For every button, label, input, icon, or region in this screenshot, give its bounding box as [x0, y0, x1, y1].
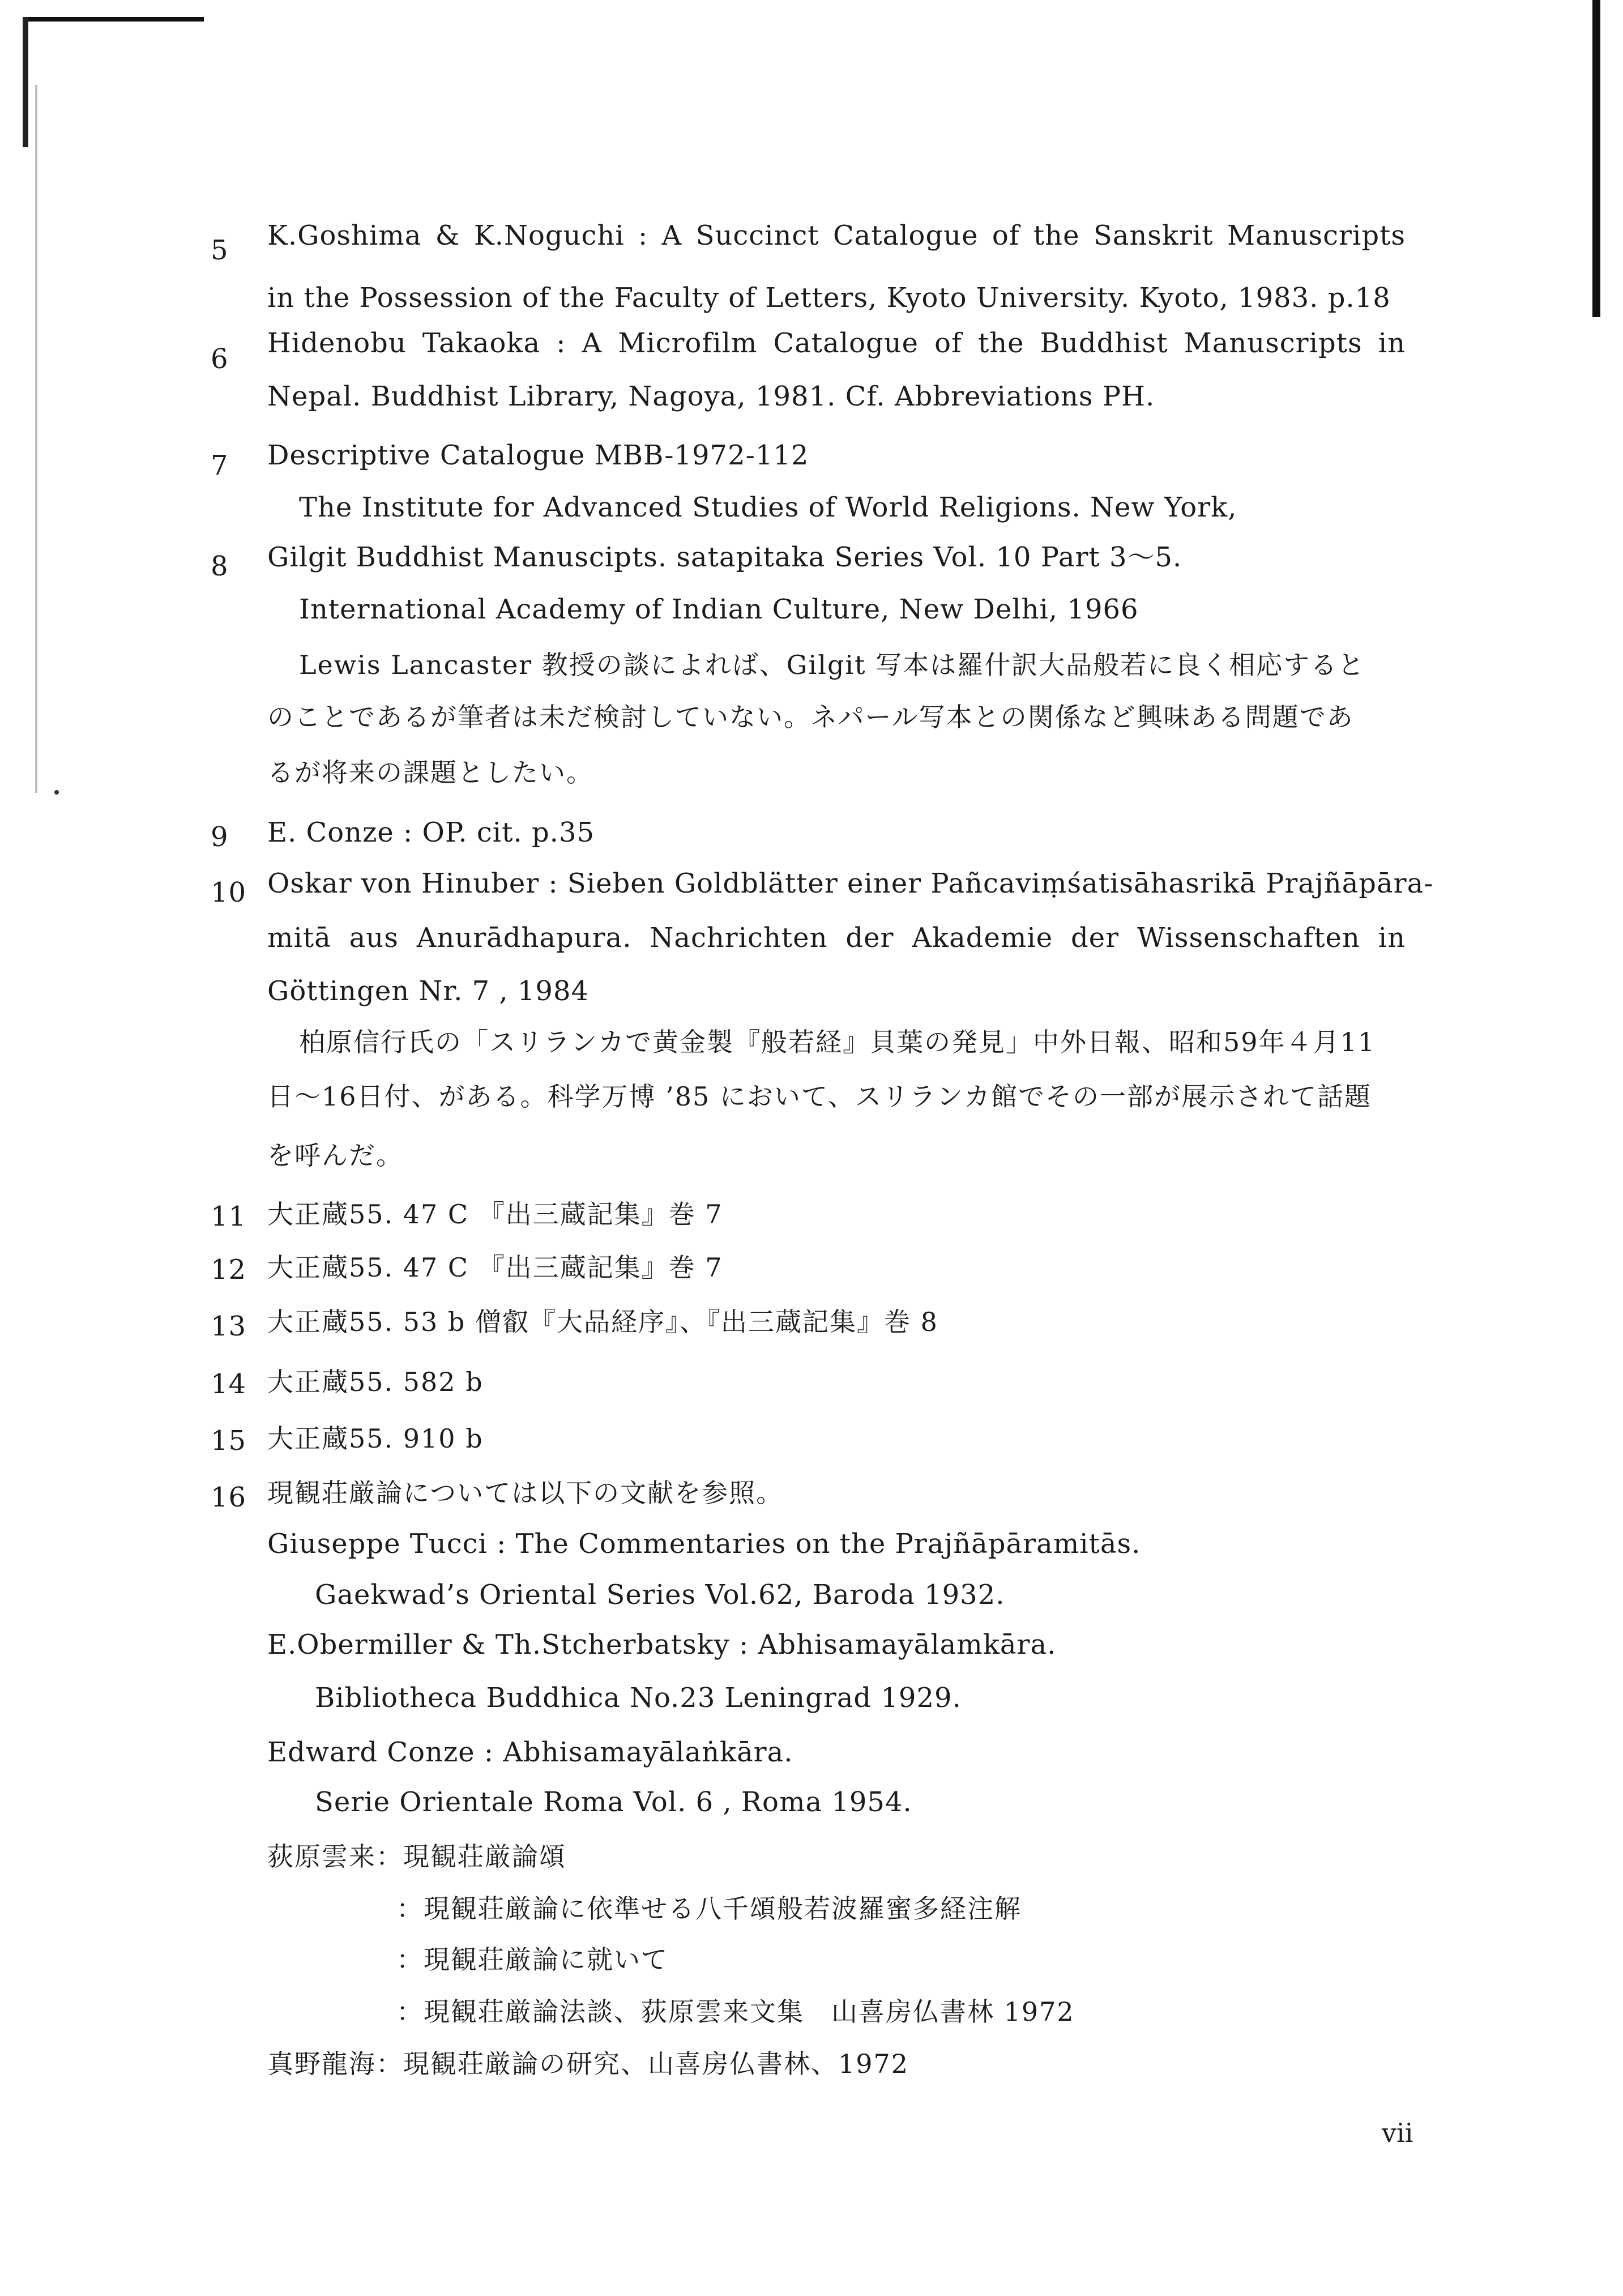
note-16-line-9: ：現観荘厳論に依準せる八千頌般若波羅蜜多経注解	[396, 1893, 1022, 1924]
note-16-line-8: 荻原雲来：現観荘厳論頌	[267, 1841, 566, 1872]
note-number: 11	[211, 1201, 247, 1232]
note-16-line-12: 真野龍海：現観荘厳論の研究、山喜房仏書林、1972	[267, 2049, 909, 2079]
note-number: 6	[211, 343, 229, 375]
note-13-line-1: 大正蔵55. 53 b 僧叡『大品経序』、『出三蔵記集』巻 8	[267, 1307, 938, 1337]
note-16-line-7: Serie Orientale Roma Vol. 6 , Roma 1954.	[315, 1786, 912, 1818]
note-10-line-2: mitā aus Anurādhapura. Nachrichten der Akademie der Wissenschaften in	[267, 922, 1406, 954]
note-16-line-3: Gaekwad’s Oriental Series Vol.62, Baroda 1932.	[315, 1579, 1005, 1611]
note-16-line-6: Edward Conze : Abhisamayālaṅkāra.	[267, 1736, 793, 1768]
note-number: 12	[211, 1254, 247, 1286]
note-number: 9	[211, 821, 229, 853]
note-10-line-4: 柏原信行氏の「スリランカで黄金製『般若経』貝葉の発見」中外日報、昭和59年４月11	[299, 1027, 1376, 1057]
note-8-line-5: るが将来の課題としたい。	[267, 757, 593, 788]
note-8-line-4: のことであるが筆者は未だ検討していない。ネパール写本との関係など興味ある問題であ	[267, 702, 1354, 732]
note-16-line-2: Giuseppe Tucci : The Commentaries on the Prajñāpāramitās.	[267, 1528, 1141, 1560]
note-number: 16	[211, 1482, 247, 1513]
note-number: 13	[211, 1311, 247, 1342]
note-5-line-2: in the Possession of the Faculty of Letters, Kyoto University. Kyoto, 1983. p.18	[267, 282, 1391, 314]
note-7-line-2: The Institute for Advanced Studies of World Religions. New York,	[299, 492, 1237, 523]
note-number: 7	[211, 450, 229, 481]
note-15-line-1: 大正蔵55. 910 b	[267, 1423, 484, 1454]
note-16-line-5: Bibliotheca Buddhica No.23 Leningrad 1929.	[315, 1682, 962, 1714]
note-number: 8	[211, 550, 229, 582]
note-8-line-3: Lewis Lancaster 教授の談によれば、Gilgit 写本は羅什訳大品般若に良く相応すると	[299, 650, 1365, 680]
note-16-line-11: ：現観荘厳論法談、荻原雲来文集 山喜房仏書林 1972	[396, 1996, 1075, 2027]
note-6-line-2: Nepal. Buddhist Library, Nagoya, 1981. Cf. Abbreviations PH.	[267, 381, 1155, 412]
note-number: 14	[211, 1368, 247, 1400]
note-number: 10	[211, 877, 247, 908]
note-10-line-1: Oskar von Hinuber : Sieben Goldblätter einer Pañcaviṃśatisāhasrikā Prajñāpāra-	[267, 868, 1434, 899]
note-6-line-1: Hidenobu Takaoka : A Microfilm Catalogue of the Buddhist Manuscripts in	[267, 327, 1406, 359]
note-16-line-1: 現観荘厳論については以下の文献を参照。	[267, 1478, 784, 1508]
note-11-line-1: 大正蔵55. 47 C 『出三蔵記集』巻 7	[267, 1199, 723, 1230]
note-number: 15	[211, 1425, 247, 1457]
note-8-line-2: International Academy of Indian Culture, New Delhi, 1966	[299, 594, 1139, 625]
note-14-line-1: 大正蔵55. 582 b	[267, 1367, 484, 1397]
note-9-line-1: E. Conze : OP. cit. p.35	[267, 817, 595, 848]
note-10-line-3: Göttingen Nr. 7 , 1984	[267, 975, 590, 1007]
note-16-line-10: ：現観荘厳論に就いて	[396, 1944, 668, 1975]
note-number: 5	[211, 234, 229, 266]
note-12-line-1: 大正蔵55. 47 C 『出三蔵記集』巻 7	[267, 1252, 723, 1283]
note-16-line-4: E.Obermiller & Th.Stcherbatsky : Abhisamayālamkāra.	[267, 1629, 1057, 1661]
note-7-line-1: Descriptive Catalogue MBB-1972-112	[267, 439, 809, 471]
note-8-line-1: Gilgit Buddhist Manuscipts. satapitaka Series Vol. 10 Part 3～5.	[267, 541, 1182, 573]
note-5-line-1: K.Goshima & K.Noguchi : A Succinct Catalogue of the Sanskrit Manuscripts	[267, 220, 1406, 251]
page-number: vii	[1382, 2118, 1413, 2148]
note-10-line-6: を呼んだ。	[267, 1140, 403, 1171]
note-10-line-5: 日～16日付、がある。科学万博 ’85 において、スリランカ館でその一部が展示されて話題	[267, 1081, 1372, 1112]
